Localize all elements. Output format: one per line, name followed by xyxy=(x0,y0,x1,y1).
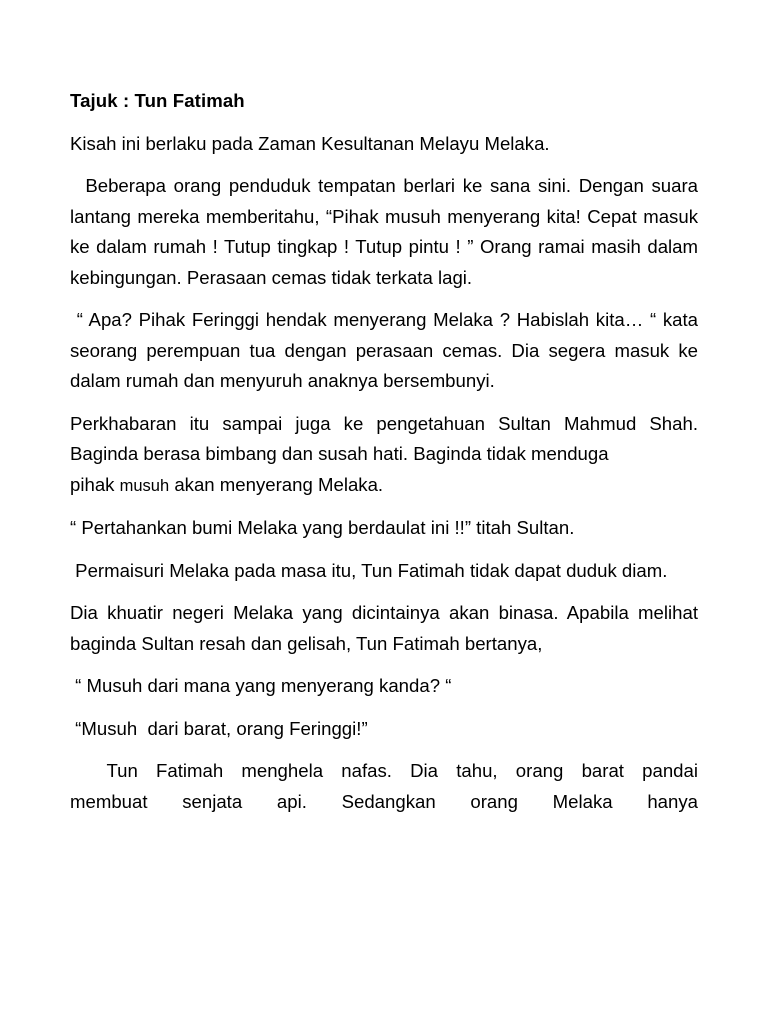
paragraph-continuation xyxy=(70,470,698,502)
paragraph: Beberapa orang penduduk tempatan berlari ke sana sini. Dengan suara lantang mereka memberitahu, “Pihak musuh menyerang kita! Cepat masuk ke dalam rumah ! Tutup tingkap ! Tutup pintu ! ” Orang ramai masih dalam kebingungan. Perasaan cemas tidak terkata lagi. xyxy=(70,175,704,288)
document-body xyxy=(70,86,704,829)
document-title: Tajuk : Tun Fatimah xyxy=(70,90,245,111)
paragraph xyxy=(70,409,698,470)
text-fragment-small: musuh xyxy=(119,476,170,495)
paragraph: “ Apa? Pihak Feringgi hendak menyerang Melaka ? Habislah kita… “ kata seorang perempuan tua dengan perasaan cemas. Dia segera masuk ke dalam rumah dan menyuruh anaknya bersembunyi. xyxy=(70,309,704,391)
paragraph-continuation: membuat senjata api. Sedangkan orang Melaka hanya xyxy=(70,790,698,812)
text-fragment: akan menyerang Melaka. xyxy=(169,473,384,495)
paragraph: “ Musuh dari mana yang menyerang kanda? “ xyxy=(70,675,452,696)
paragraph: “Musuh dari barat, orang Feringgi!” xyxy=(70,717,368,739)
paragraph: Permaisuri Melaka pada masa itu, Tun Fatimah tidak dapat duduk diam. xyxy=(70,559,668,581)
paragraph: “ Pertahankan bumi Melaka yang berdaulat ini !!” titah Sultan. xyxy=(70,517,575,538)
paragraph: Tun Fatimah menghela nafas. Dia tahu, orang barat pandai xyxy=(70,760,698,781)
text-fragment: pihak xyxy=(70,473,120,495)
paragraph: Kisah ini berlaku pada Zaman Kesultanan Melayu Melaka. xyxy=(70,132,550,154)
paragraph: Dia khuatir negeri Melaka yang dicintainya akan binasa. Apabila melihat baginda Sultan resah dan gelisah, Tun Fatimah bertanya, xyxy=(70,602,698,654)
paragraph-text: Perkhabaran itu sampai juga ke pengetahuan Sultan Mahmud Shah. Baginda berasa bimbang dan susah hati. Baginda tidak menduga xyxy=(70,412,698,464)
